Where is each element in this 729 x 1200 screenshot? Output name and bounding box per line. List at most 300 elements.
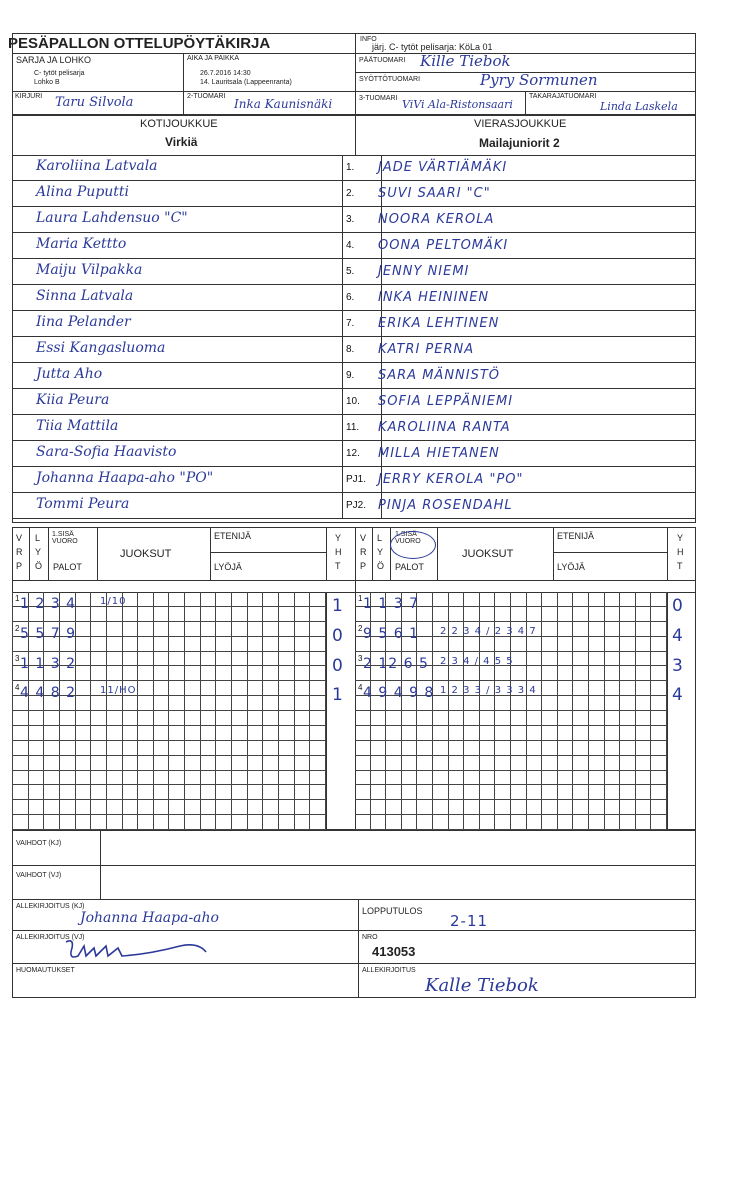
grid-cell — [589, 652, 605, 667]
grid-cell — [169, 681, 185, 696]
grid-cell — [310, 815, 326, 830]
grid-cell — [154, 771, 170, 786]
subs-away-label: VAIHDOT (VJ) — [16, 872, 62, 879]
sig-home-value: Johanna Haapa-aho — [80, 910, 219, 926]
grid-cell — [433, 771, 449, 786]
grid-cell — [589, 726, 605, 741]
grid-cell — [527, 637, 543, 652]
scorer-value: Taru Silvola — [55, 95, 134, 110]
second-referee-value: Inka Kaunisnäki — [234, 97, 333, 111]
notes-label: HUOMAUTUKSET — [16, 967, 75, 974]
grid-cell — [433, 711, 449, 726]
grid-cell — [185, 607, 201, 622]
grid-cell — [480, 592, 496, 607]
grid-cell — [558, 800, 574, 815]
home-period-total: 0 — [332, 655, 344, 676]
grid-cell — [542, 681, 558, 696]
grid-cell — [91, 622, 107, 637]
grid-cell — [310, 652, 326, 667]
grid-cell — [636, 756, 652, 771]
grid-cell — [201, 607, 217, 622]
grid-cell — [542, 756, 558, 771]
away-player-name: SUVI SAARI "C" — [378, 186, 491, 201]
grid-cell — [232, 800, 248, 815]
grid-cell — [123, 622, 139, 637]
grid-cell — [76, 681, 92, 696]
grid-cell — [232, 756, 248, 771]
home-period-total: 0 — [332, 625, 344, 646]
grid-cell — [91, 711, 107, 726]
grid-cell — [76, 622, 92, 637]
away-period-total: 4 — [672, 685, 684, 706]
grid-cell — [558, 756, 574, 771]
grid-cell — [371, 771, 387, 786]
result-label: LOPPUTULOS — [362, 906, 423, 916]
grid-cell — [417, 815, 433, 830]
grid-cell — [169, 607, 185, 622]
grid-cell — [589, 607, 605, 622]
grid-cell — [216, 771, 232, 786]
time-place-line1: 26.7.2016 14:30 — [200, 70, 251, 77]
grid-cell — [527, 756, 543, 771]
grid-cell — [605, 711, 621, 726]
grid-cell — [636, 726, 652, 741]
grid-cell — [589, 756, 605, 771]
grid-cell — [185, 666, 201, 681]
grid-cell — [107, 637, 123, 652]
roster-number: 8. — [346, 344, 355, 355]
grid-cell — [495, 711, 511, 726]
grid-cell — [542, 771, 558, 786]
grid-cell — [138, 696, 154, 711]
grid-cell — [511, 741, 527, 756]
grid-cell — [620, 696, 636, 711]
home-player-name: Sara-Sofia Haavisto — [36, 444, 177, 460]
grid-cell — [201, 637, 217, 652]
grid-cell — [449, 607, 465, 622]
grid-cell — [279, 771, 295, 786]
grid-cell — [107, 711, 123, 726]
grid-cell — [495, 637, 511, 652]
info-value: järj. C- tytöt pelisarja: KöLa 01 — [372, 42, 493, 52]
series-line2: Lohko B — [34, 79, 60, 86]
grid-cell — [417, 800, 433, 815]
away-player-name: OONA PELTOMÄKI — [378, 238, 509, 253]
grid-cell — [527, 785, 543, 800]
away-player-name: SARA MÄNNISTÖ — [378, 368, 501, 383]
grid-cell — [620, 607, 636, 622]
grid-cell — [495, 785, 511, 800]
grid-cell — [449, 726, 465, 741]
grid-cell — [185, 681, 201, 696]
grid-cell — [589, 637, 605, 652]
grid-cell — [29, 711, 45, 726]
grid-cell — [449, 711, 465, 726]
feed-referee-value: Pyry Sormunen — [480, 71, 598, 89]
roster-number-cell — [342, 337, 382, 362]
grid-cell — [355, 800, 371, 815]
home-player-name: Alina Puputti — [36, 184, 130, 200]
grid-cell — [605, 696, 621, 711]
grid-cell — [620, 815, 636, 830]
home-player-name: Tommi Peura — [36, 496, 130, 512]
grid-cell — [464, 696, 480, 711]
grid-cell — [169, 711, 185, 726]
grid-cell — [169, 696, 185, 711]
grid-cell — [123, 637, 139, 652]
grid-cell — [123, 815, 139, 830]
grid-cell — [295, 785, 311, 800]
roster-row — [12, 493, 696, 519]
grid-cell — [76, 607, 92, 622]
grid-cell — [154, 726, 170, 741]
grid-cell — [263, 726, 279, 741]
away-period-marks: 4 9 4 9 8 — [363, 685, 435, 702]
grid-cell — [279, 741, 295, 756]
grid-cell — [573, 711, 589, 726]
grid-cell — [201, 771, 217, 786]
grid-cell — [573, 696, 589, 711]
grid-cell — [76, 741, 92, 756]
away-player-name: KATRI PERNA — [378, 342, 475, 357]
grid-cell — [542, 666, 558, 681]
grid-cell — [417, 785, 433, 800]
grid-cell — [464, 771, 480, 786]
grid-cell — [464, 785, 480, 800]
grid-cell — [201, 681, 217, 696]
roster-number: 3. — [346, 214, 355, 225]
home-l-header: L Y Ö — [35, 533, 43, 571]
roster-number: 12. — [346, 448, 360, 459]
third-referee-label: 3-TUOMARI — [359, 95, 398, 102]
grid-cell — [91, 756, 107, 771]
grid-cell — [449, 800, 465, 815]
grid-cell — [201, 652, 217, 667]
period-number-away: 3 — [358, 653, 363, 663]
grid-cell — [449, 592, 465, 607]
grid-cell — [295, 696, 311, 711]
grid-cell — [464, 800, 480, 815]
grid-cell — [279, 666, 295, 681]
grid-cell — [620, 800, 636, 815]
grid-cell — [201, 592, 217, 607]
grid-cell — [248, 666, 264, 681]
grid-cell — [355, 771, 371, 786]
grid-cell — [232, 741, 248, 756]
grid-cell — [417, 711, 433, 726]
sig-label: ALLEKIRJOITUS — [362, 967, 416, 974]
grid-cell — [605, 607, 621, 622]
grid-cell — [651, 815, 667, 830]
grid-cell — [13, 741, 29, 756]
feed-referee-label: SYÖTTÖTUOMARI — [359, 76, 421, 83]
grid-cell — [527, 726, 543, 741]
grid-cell — [573, 815, 589, 830]
grid-cell — [185, 652, 201, 667]
away-period-extra: 2 3 4 / 4 5 5 — [440, 655, 514, 667]
grid-cell — [76, 696, 92, 711]
grid-cell — [464, 666, 480, 681]
grid-cell — [495, 815, 511, 830]
grid-cell — [138, 785, 154, 800]
main-referee-label: PÄÄTUOMARI — [359, 57, 406, 64]
grid-cell — [216, 726, 232, 741]
grid-cell — [558, 785, 574, 800]
grid-cell — [386, 785, 402, 800]
away-bases-header: PALOT — [395, 562, 424, 572]
grid-cell — [310, 756, 326, 771]
roster-row — [12, 415, 696, 441]
home-player-name: Iina Pelander — [36, 314, 131, 330]
grid-cell — [107, 726, 123, 741]
roster-row — [12, 259, 696, 285]
grid-cell — [295, 756, 311, 771]
grid-cell — [310, 696, 326, 711]
grid-cell — [310, 622, 326, 637]
roster-number-cell — [342, 311, 382, 336]
grid-cell — [464, 815, 480, 830]
grid-cell — [620, 741, 636, 756]
back-referee-label: TAKARAJATUOMARI — [529, 93, 597, 100]
grid-cell — [91, 666, 107, 681]
grid-cell — [123, 666, 139, 681]
grid-cell — [417, 637, 433, 652]
grid-cell — [232, 592, 248, 607]
grid-cell — [216, 622, 232, 637]
grid-cell — [449, 785, 465, 800]
grid-cell — [76, 771, 92, 786]
grid-cell — [154, 652, 170, 667]
grid-cell — [295, 771, 311, 786]
grid-cell — [201, 741, 217, 756]
roster-number: 4. — [346, 240, 355, 251]
grid-cell — [371, 815, 387, 830]
grid-cell — [44, 800, 60, 815]
home-header: KOTIJOUKKUE — [140, 118, 218, 130]
grid-cell — [402, 800, 418, 815]
grid-cell — [542, 592, 558, 607]
grid-cell — [480, 756, 496, 771]
grid-cell — [558, 711, 574, 726]
grid-cell — [402, 815, 418, 830]
grid-cell — [154, 637, 170, 652]
roster-row — [12, 467, 696, 493]
grid-cell — [402, 785, 418, 800]
grid-cell — [573, 741, 589, 756]
grid-cell — [44, 815, 60, 830]
grid-cell — [279, 637, 295, 652]
grid-cell — [558, 696, 574, 711]
grid-cell — [263, 741, 279, 756]
grid-cell — [263, 652, 279, 667]
grid-cell — [107, 756, 123, 771]
grid-cell — [620, 637, 636, 652]
grid-cell — [464, 756, 480, 771]
grid-cell — [636, 607, 652, 622]
grid-cell — [589, 666, 605, 681]
roster-number-cell — [342, 415, 382, 440]
grid-cell — [138, 652, 154, 667]
grid-cell — [371, 756, 387, 771]
grid-cell — [185, 592, 201, 607]
grid-cell — [605, 771, 621, 786]
grid-cell — [371, 711, 387, 726]
grid-cell — [620, 592, 636, 607]
grid-cell — [620, 771, 636, 786]
grid-cell — [29, 756, 45, 771]
grid-cell — [636, 622, 652, 637]
grid-cell — [558, 681, 574, 696]
grid-cell — [216, 741, 232, 756]
grid-cell — [449, 637, 465, 652]
grid-cell — [154, 741, 170, 756]
grid-cell — [355, 756, 371, 771]
away-v-header: V R P — [360, 533, 367, 571]
grid-cell — [216, 592, 232, 607]
grid-cell — [605, 756, 621, 771]
grid-cell — [527, 711, 543, 726]
grid-cell — [495, 607, 511, 622]
grid-cell — [248, 741, 264, 756]
roster-number: 9. — [346, 370, 355, 381]
grid-cell — [248, 696, 264, 711]
grid-cell — [589, 681, 605, 696]
grid-cell — [107, 607, 123, 622]
grid-cell — [636, 696, 652, 711]
grid-cell — [91, 771, 107, 786]
grid-cell — [76, 637, 92, 652]
grid-cell — [464, 637, 480, 652]
grid-cell — [402, 726, 418, 741]
grid-cell — [76, 800, 92, 815]
grid-cell — [263, 785, 279, 800]
grid-cell — [433, 800, 449, 815]
grid-cell — [417, 726, 433, 741]
grid-cell — [76, 652, 92, 667]
grid-cell — [185, 800, 201, 815]
away-player-name: NOORA KEROLA — [378, 212, 495, 227]
grid-cell — [651, 696, 667, 711]
grid-cell — [169, 756, 185, 771]
grid-cell — [636, 652, 652, 667]
grid-cell — [589, 800, 605, 815]
grid-cell — [558, 815, 574, 830]
roster-row — [12, 207, 696, 233]
grid-cell — [13, 711, 29, 726]
grid-cell — [263, 771, 279, 786]
grid-cell — [13, 726, 29, 741]
grid-cell — [651, 592, 667, 607]
grid-cell — [232, 696, 248, 711]
roster-number: 7. — [346, 318, 355, 329]
grid-cell — [355, 726, 371, 741]
away-period-total: 3 — [672, 655, 684, 676]
grid-cell — [636, 785, 652, 800]
grid-cell — [263, 800, 279, 815]
home-runs-header: JUOKSUT — [120, 548, 172, 560]
grid-cell — [527, 815, 543, 830]
grid-cell — [29, 815, 45, 830]
grid-cell — [76, 592, 92, 607]
away-period-total: 4 — [672, 625, 684, 646]
grid-cell — [573, 726, 589, 741]
grid-cell — [480, 815, 496, 830]
grid-cell — [511, 756, 527, 771]
grid-cell — [651, 622, 667, 637]
grid-cell — [248, 756, 264, 771]
info-label: INFO — [360, 36, 377, 43]
grid-cell — [123, 652, 139, 667]
grid-cell — [76, 726, 92, 741]
home-batter-header: LYÖJÄ — [214, 562, 242, 572]
grid-cell — [464, 726, 480, 741]
nro-label: NRO — [362, 934, 378, 941]
grid-cell — [216, 681, 232, 696]
grid-cell — [433, 726, 449, 741]
grid-cell — [154, 800, 170, 815]
grid-cell — [154, 815, 170, 830]
grid-cell — [248, 637, 264, 652]
roster-number-cell — [342, 441, 382, 466]
grid-cell — [76, 756, 92, 771]
grid-cell — [355, 741, 371, 756]
sig-away-signature — [60, 936, 210, 964]
grid-cell — [433, 785, 449, 800]
grid-cell — [355, 785, 371, 800]
grid-cell — [651, 652, 667, 667]
home-player-name: Sinna Latvala — [36, 288, 134, 304]
grid-cell — [417, 741, 433, 756]
grid-cell — [417, 622, 433, 637]
grid-cell — [433, 696, 449, 711]
grid-cell — [107, 666, 123, 681]
grid-cell — [589, 771, 605, 786]
grid-cell — [386, 741, 402, 756]
sig-value: Kalle Tiebok — [425, 975, 539, 996]
home-player-name: Johanna Haapa-aho "PO" — [36, 470, 214, 486]
home-name: Virkiä — [165, 135, 198, 149]
grid-cell — [169, 800, 185, 815]
grid-cell — [185, 756, 201, 771]
roster-number: 10. — [346, 396, 360, 407]
grid-cell — [263, 681, 279, 696]
grid-cell — [495, 771, 511, 786]
grid-cell — [154, 622, 170, 637]
grid-cell — [123, 711, 139, 726]
third-referee-value: ViVi Ala-Ristonsaari — [402, 98, 513, 111]
grid-cell — [620, 652, 636, 667]
grid-cell — [605, 726, 621, 741]
period-number-away: 2 — [358, 623, 363, 633]
grid-cell — [542, 622, 558, 637]
grid-cell — [511, 815, 527, 830]
grid-cell — [511, 711, 527, 726]
grid-cell — [169, 666, 185, 681]
grid-cell — [154, 607, 170, 622]
grid-cell — [464, 607, 480, 622]
grid-cell — [13, 800, 29, 815]
grid-cell — [91, 785, 107, 800]
roster-number-cell — [342, 493, 382, 518]
grid-cell — [386, 800, 402, 815]
grid-cell — [573, 756, 589, 771]
grid-cell — [651, 726, 667, 741]
period-number: 1 — [15, 594, 20, 603]
grid-cell — [29, 785, 45, 800]
away-runner-header: ETENIJÄ — [557, 531, 595, 541]
grid-cell — [495, 666, 511, 681]
grid-cell — [480, 711, 496, 726]
